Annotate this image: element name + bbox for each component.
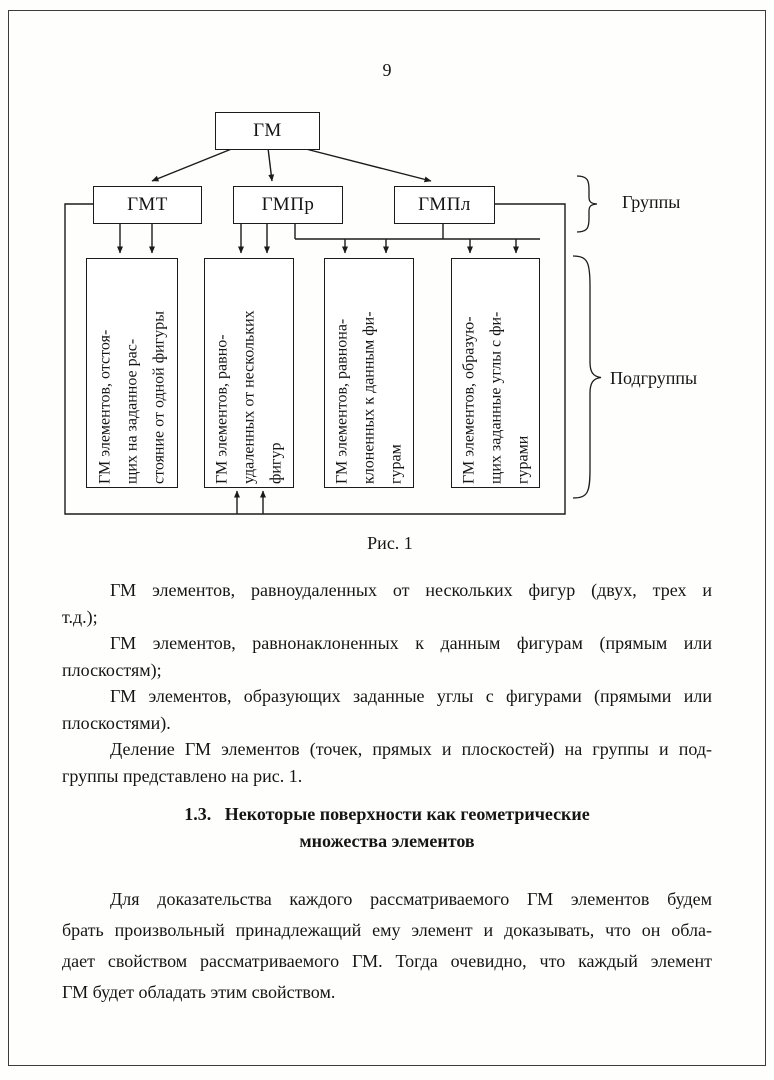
subgroup-text-line: удаленных от нескольких (240, 310, 258, 484)
section-heading-line: 1.3. Некоторые поверхности как геометрические (184, 804, 590, 824)
body-text (62, 577, 712, 1008)
subgroup-text-line: клоненных к данным фи- (360, 311, 378, 484)
subgroup-text-line: фигур (267, 442, 285, 484)
subgroup-text-line: щих на заданное рас- (123, 338, 141, 484)
paragraph-1 (62, 577, 712, 630)
subgroup-box-2-text (209, 262, 290, 484)
root-box-label: ГМ (253, 120, 282, 141)
paragraph-line: Деление ГМ элементов (точек, прямых и плоскостей) на группы и под- (110, 739, 712, 759)
section-heading-line: множества элементов (299, 831, 475, 851)
subgroup-text-line: ГМ элементов, образую- (460, 316, 477, 484)
subgroup-text-line: ГМ элементов, равнона- (333, 318, 351, 484)
paragraph-line: плоскостям); (62, 659, 162, 680)
paragraph-line: дает свойством рассматриваемого ГМ. Тогда очевидно, что каждый элемент (62, 951, 712, 971)
section-heading-1-3 (62, 801, 712, 855)
subgroup-text-line: ГМ элементов, равно- (213, 334, 231, 484)
root-box-gm (215, 112, 320, 150)
subgroup-box-2 (204, 258, 294, 488)
subgroup-text-line: гурами (514, 435, 531, 484)
paragraph-line: группы представлено на рис. 1. (62, 765, 303, 786)
subgroup-box-3 (324, 258, 414, 488)
subgroup-box-1-text (92, 262, 173, 484)
subgroup-box-4-text (455, 262, 536, 484)
subgroup-box-1 (86, 258, 178, 488)
paragraph-line: брать произвольный принадлежащий ему элемент и доказывать, что он обла- (62, 920, 712, 940)
subgroup-text-line: ГМ элементов, отстоя- (96, 329, 114, 484)
paragraph-3 (62, 683, 712, 736)
subgroup-text-line: гурам (387, 444, 405, 484)
paragraph-line: ГМ будет обладать этим свойством. (62, 982, 336, 1002)
paragraph-line: т.д.); (62, 606, 98, 627)
groups-brace-label: Группы (622, 192, 681, 212)
paragraph-line: ГМ элементов, равноудаленных от нескольких фигур (двух, трех и (110, 580, 712, 600)
paragraph-4 (62, 736, 712, 789)
group-box-gmpl-label: ГМПл (418, 194, 471, 215)
paragraph-line: Для доказательства каждого рассматриваемого ГМ элементов будем (110, 889, 712, 909)
group-box-gmpl (394, 186, 495, 224)
subgroup-box-4 (451, 258, 540, 488)
figure-caption: Рис. 1 (367, 533, 413, 553)
subgroup-text-line: стояние от одной фигуры (150, 311, 168, 484)
paragraph-line: ГМ элементов, образующих заданные углы с фигурами (прямыми или (110, 686, 712, 706)
subgroup-text-line: щих заданные углы с фи- (487, 311, 504, 484)
paragraph-line: плоскостями). (62, 712, 171, 733)
group-box-gmpr (233, 186, 343, 224)
paragraph-line: ГМ элементов, равнонаклоненных к данным фигурам (прямым или (110, 633, 712, 653)
group-box-gmpr-label: ГМПр (261, 194, 315, 215)
group-box-gmt (93, 186, 202, 224)
subgroups-brace-label: Подгруппы (610, 368, 698, 388)
subgroup-box-3-text (329, 262, 410, 484)
paragraph-2 (62, 630, 712, 683)
page-number: 9 (382, 60, 392, 80)
paragraph-5 (62, 884, 712, 1008)
group-box-gmt-label: ГМТ (127, 194, 168, 215)
